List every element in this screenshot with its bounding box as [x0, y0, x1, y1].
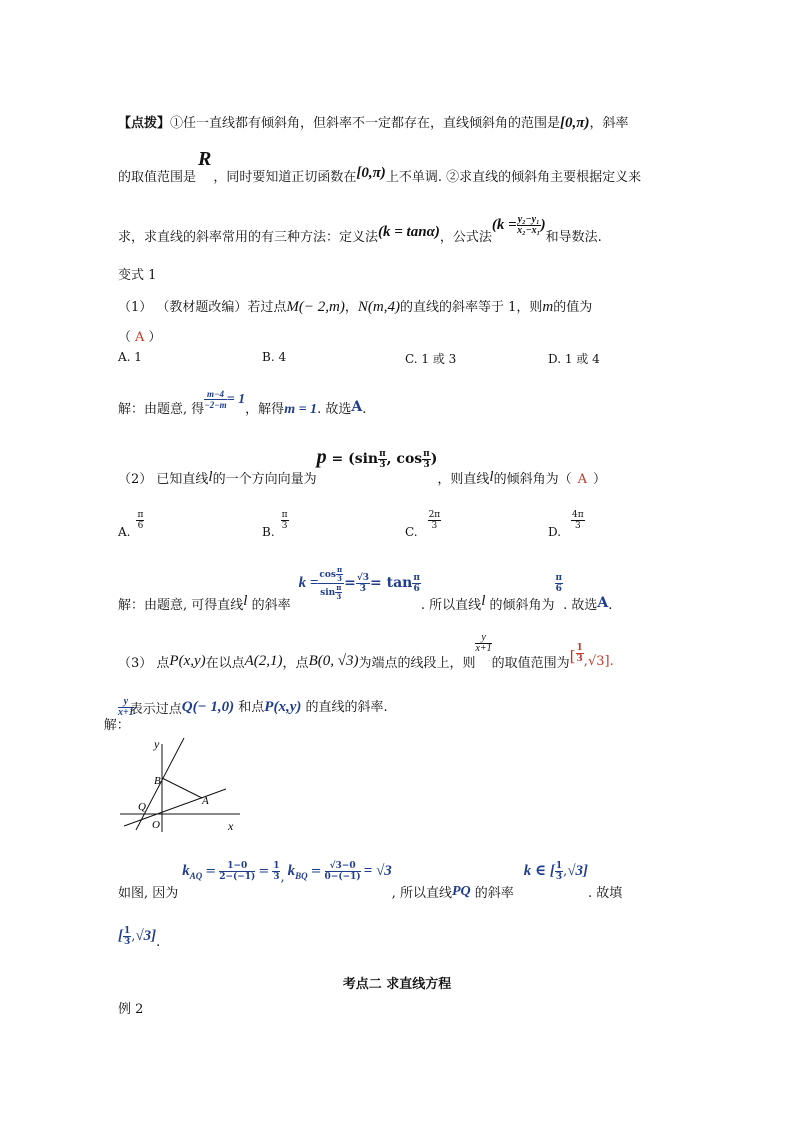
vector-p: p: [316, 446, 327, 468]
point-N: N(m,4): [357, 299, 400, 315]
label-O: O: [152, 819, 160, 831]
label-A: A: [202, 795, 209, 807]
tip-line-3: [118, 214, 602, 245]
vector-p-eq: = (sin: [326, 451, 379, 467]
q2-sol-answer: A: [597, 595, 609, 611]
q3-sol-c: 的直线的斜率.: [301, 700, 388, 715]
real-set-R: R: [198, 148, 212, 170]
q3-fill-answer: [118, 926, 161, 950]
q3-stem-e: 的取值范围为: [491, 656, 570, 671]
slope-formula-fraction: $\frac{\text{y₂−y₁}}{\text{x₂−x₁}}$: [517, 214, 541, 236]
k-AQ-sub: AQ: [189, 871, 203, 881]
label-B: B: [154, 775, 161, 787]
q3-ans-fraction: $\frac{1}{3}$: [576, 643, 583, 664]
q1-sol-answer: A: [351, 399, 363, 415]
fill-end: .: [156, 935, 161, 950]
q2-sol-e: . 故选: [563, 598, 598, 613]
q2-sol-angle: $\frac{\pi}{6}$: [555, 573, 563, 594]
q2-sol-c: . 所以直线: [420, 598, 482, 613]
vector-p-close: ): [430, 451, 438, 467]
q3-ans-sep: ,: [583, 654, 588, 669]
q1-sol-a: 解：由题意, 得: [118, 402, 205, 417]
q2-sol-d: 的倾斜角为: [485, 598, 555, 613]
tip-text-7: ，公式法: [439, 230, 492, 245]
k-range-open: k ∈ [: [523, 863, 555, 879]
q1-sol-end: .: [362, 402, 367, 417]
fill-fraction: $\frac{1}{3}$: [124, 926, 131, 947]
q3-ans-sqrt3: √3: [587, 654, 605, 669]
question-3-stem: [118, 632, 614, 671]
q2-sol-sqrt3-over-3: $\frac{√3}{3}$: [356, 573, 369, 594]
tip-text-6: 求，求直线的斜率常用的有三种方法：定义法: [118, 230, 379, 245]
interval-0-pi: [0,π): [560, 115, 590, 131]
point-M: M(− 2,m): [286, 299, 345, 315]
k-comma: ,: [280, 870, 285, 885]
k-AQ: k: [182, 863, 190, 879]
q3-ans-open: [: [569, 647, 576, 665]
k-BQ: k: [287, 863, 296, 879]
question-2-stem: [118, 446, 606, 487]
q2-stem-c: ，则直线: [437, 472, 490, 487]
q3-stem-c: ，点: [282, 656, 309, 671]
slope-formula-close: ): [540, 217, 546, 233]
q3-sol-fraction: $\frac{y}{x+1}$: [118, 696, 134, 718]
k-AQ-eq-2: =: [258, 864, 270, 879]
q2-sol-b: 的斜率: [247, 598, 291, 613]
q2-answer-close: ）: [592, 472, 606, 487]
q1-answer-letter: A: [135, 330, 145, 345]
point-P-2: P(x,y): [264, 699, 302, 715]
q3-sol-d: 如图, 因为: [118, 886, 179, 901]
k-range-sep: ,: [563, 864, 568, 879]
variable-l-2: l: [489, 469, 494, 485]
q3-sol-g: . 故填: [588, 886, 623, 901]
q2-sol-l: l: [243, 593, 248, 609]
tip-text-4: ，同时要知道正切函数在: [213, 170, 357, 185]
q2-sol-l-2: l: [481, 593, 486, 609]
q2-sol-k: k =: [298, 575, 319, 591]
q3-frac-y-over-x1: $\frac{y}{x+1}$: [475, 632, 492, 654]
variant-label: 变式 1: [118, 268, 157, 283]
q2-sol-a: 解：由题意, 可得直线: [118, 598, 244, 613]
q2-stem-a: （2） 已知直线: [118, 472, 209, 487]
q2-option-d: D. $\frac{4\pi}{3}$: [548, 510, 584, 539]
tip-text-5: 上不单调. ②求直线的倾斜角主要根据定义来: [385, 170, 642, 185]
k-BQ-value: = √3: [363, 863, 392, 879]
k-BQ-sub: BQ: [295, 871, 308, 881]
q1-stem-b: 的直线的斜率等于 1，则: [399, 300, 543, 315]
q3-stem-d: 为端点的线段上，则: [358, 656, 476, 671]
k-AQ-value: $\frac{1}{3}$: [273, 861, 280, 882]
vector-p-sep: , cos: [386, 451, 423, 467]
q1-option-a: A. 1: [118, 350, 142, 364]
q2-option-c: C. $\frac{2\pi}{3}$: [405, 510, 441, 539]
q1-solution: [118, 388, 367, 417]
variable-m: m: [542, 299, 554, 315]
variable-l: l: [208, 469, 213, 485]
q1-answer-close: ）: [148, 330, 162, 345]
tip-label: 【点拨】: [118, 116, 171, 131]
q2-sol-cos-over-sin: cos $\frac{\pi}{3}$ sin $\frac{\pi}{3}$: [319, 565, 343, 601]
q1-sep: ，: [344, 300, 358, 315]
coordinate-figure: [118, 734, 248, 834]
fill-open: [: [118, 928, 123, 944]
q3-sol-f: 的斜率: [470, 886, 514, 901]
q2-option-b: B. $\frac{\pi}{3}$: [262, 510, 288, 539]
q3-solution-2: [118, 860, 623, 901]
q3-sol-label: 解：: [103, 718, 130, 733]
k-BQ-fraction: $\frac{√3-0}{0-(-1)}$: [324, 861, 361, 882]
q3-ans-close: ].: [604, 654, 614, 669]
q1-stem-a: （1） （教材题改编）若过点: [118, 300, 287, 315]
label-y: y: [154, 737, 160, 751]
point-Q: Q(− 1,0): [181, 699, 235, 715]
k-BQ-eq: =: [310, 864, 322, 879]
q2-sol-end: .: [608, 598, 613, 613]
q2-answer-letter: A: [577, 472, 587, 487]
question-1-answer: [118, 326, 161, 345]
definition-formula: (k = tanα): [378, 224, 440, 240]
q3-sol-a: 表示过点: [129, 702, 182, 717]
q3-sol-b: 和点: [234, 700, 265, 715]
q1-sol-m: m = 1: [284, 402, 318, 417]
question-1-stem: [118, 296, 592, 316]
q1-answer-open: （: [118, 330, 132, 345]
q2-sol-eq: =: [344, 575, 356, 591]
fill-sep: ,: [131, 929, 136, 944]
k-range-sqrt3: √3]: [567, 863, 589, 879]
k-range-fraction: $\frac{1}{3}$: [555, 861, 563, 882]
line-PQ-label: PQ: [451, 884, 471, 899]
section-title: 考点二 求直线方程: [342, 977, 452, 992]
tip-text-1: ①任一直线都有倾斜角，但斜率不一定都存在，直线倾斜角的范围是: [170, 116, 561, 131]
point-P: P(x,y): [169, 653, 206, 669]
label-Q: Q: [138, 801, 146, 813]
q2-stem-b: 的一个方向向量为: [212, 472, 317, 487]
q2-solution: [118, 565, 613, 613]
q2-vec-frac-1: $\frac{\pi}{3}$: [379, 449, 386, 470]
q2-sol-pi-over-6: $\frac{\pi}{6}$: [413, 573, 420, 594]
point-A: A(2,1): [244, 653, 283, 669]
slope-formula-open: (k =: [491, 217, 517, 233]
q2-option-a: A. $\frac{\pi}{6}$: [118, 510, 144, 539]
q1-option-b: B. 4: [262, 350, 287, 364]
k-AQ-fraction: $\frac{1-0}{2-(-1)}$: [219, 861, 256, 882]
q2-sol-tan: = tan: [370, 575, 413, 591]
q1-option-d: D. 1 或 4: [548, 352, 600, 366]
q1-sol-fraction: $\frac{m-4}{-2-m}$: [204, 389, 227, 410]
interval-0-pi-2: [0,π): [356, 165, 386, 181]
point-B: B(0, √3): [308, 653, 359, 669]
q3-stem-b: 在以点: [205, 656, 245, 671]
q1-sol-c: . 故选: [317, 402, 352, 417]
q2-stem-d: 的倾斜角为（: [493, 472, 572, 487]
tip-text-8: 和导数法.: [545, 230, 602, 245]
tip-text-2: ，斜率: [589, 116, 629, 131]
q3-solution-1: [103, 696, 388, 733]
q1-sol-eq: = 1: [226, 392, 246, 407]
k-AQ-eq: =: [205, 864, 217, 879]
tip-line-1: [118, 112, 628, 132]
q1-stem-c: 的值为: [553, 300, 593, 315]
tip-text-3: 的取值范围是: [118, 170, 197, 185]
example-label: 例 2: [118, 1002, 144, 1017]
q1-option-c: C. 1 或 3: [405, 352, 457, 366]
label-x: x: [228, 819, 234, 833]
q3-sol-e: , 所以直线: [391, 886, 452, 901]
q1-sol-b: ，解得: [245, 402, 285, 417]
fill-sqrt3: √3]: [135, 928, 157, 944]
q2-vec-frac-2: $\frac{\pi}{3}$: [423, 449, 430, 470]
q3-stem-a: （3） 点: [118, 656, 170, 671]
segment-AB: [162, 778, 202, 798]
tip-line-2: [118, 148, 642, 185]
